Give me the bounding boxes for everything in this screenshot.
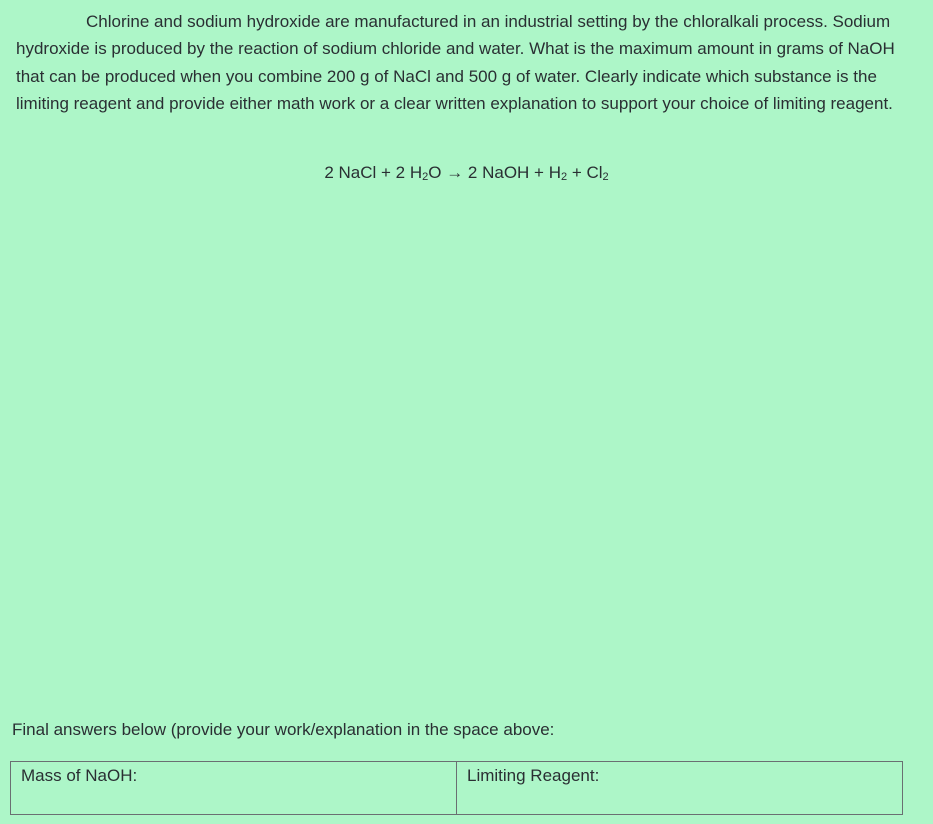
question-body: Chlorine and sodium hydroxide are manufactured in an industrial setting by the chloralkali process. Sodium hydroxide is produced by the reaction of sodium chloride and water. What is the maximum amount in grams of NaOH that can be produced when you combine 200 g of NaCl and 500 g of water. Clearly indicate which substance is the limiting reagent and provide either math work or a clear written explanation to support your choice of limiting reagent. [16, 12, 895, 114]
equation-part-2: O → 2 NaOH + H [428, 163, 561, 182]
mass-of-naoh-label: Mass of NaOH: [21, 766, 138, 785]
equation-subscript-1: 2 [422, 171, 429, 183]
chemical-equation [0, 161, 933, 189]
limiting-reagent-label: Limiting Reagent: [467, 766, 600, 785]
equation-part-1: 2 NaCl + 2 H [324, 163, 423, 182]
mass-of-naoh-cell[interactable] [11, 762, 457, 814]
question-text [16, 8, 896, 118]
limiting-reagent-cell[interactable] [457, 762, 902, 814]
equation-subscript-2: 2 [560, 171, 568, 183]
equation-subscript-3: 2 [602, 171, 609, 183]
final-answers-instruction: Final answers below (provide your work/explanation in the space above: [12, 720, 555, 739]
equation-part-3: + Cl [567, 163, 603, 182]
answer-table [10, 761, 903, 815]
work-space[interactable] [16, 200, 896, 700]
